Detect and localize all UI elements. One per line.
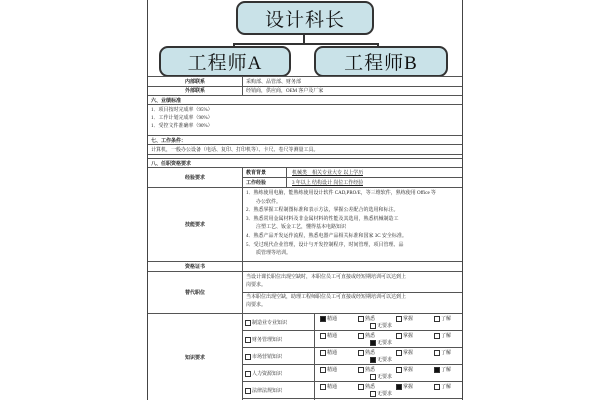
knowledge-level-option[interactable] [434, 366, 451, 373]
knowledge-level-label: 精通 [327, 385, 338, 390]
checkbox-icon[interactable] [245, 320, 251, 326]
certificate-row [148, 262, 462, 272]
checkbox-icon[interactable] [358, 350, 364, 356]
checkbox-icon[interactable] [245, 337, 251, 343]
knowledge-level-option[interactable] [396, 315, 413, 322]
knowledge-level-label: 精通 [327, 317, 338, 322]
checkbox-icon[interactable] [245, 354, 251, 360]
contact-external-label: 外部联系 [184, 89, 205, 94]
performance-header-text: 六、业绩标准 [151, 98, 182, 104]
knowledge-level-option[interactable] [396, 349, 413, 356]
knowledge-level-label: 精通 [327, 334, 338, 339]
knowledge-level-option[interactable] [320, 366, 337, 373]
performance-item: 1．项目按时完成率（95%） [151, 108, 213, 113]
checkbox-icon[interactable] [358, 384, 364, 390]
checkbox-icon[interactable] [396, 350, 402, 356]
skills-label: 技能要求 [184, 223, 205, 228]
knowledge-item-name: 制造业专业知识 [245, 319, 287, 326]
knowledge-level-option[interactable] [396, 366, 413, 373]
conditions-header [148, 136, 462, 145]
document-sheet [147, 0, 463, 400]
knowledge-section [148, 314, 462, 400]
knowledge-level-label: 熟悉 [365, 317, 376, 322]
knowledge-level-option[interactable] [320, 349, 337, 356]
performance-item: 1．工作计划完成率（90%） [151, 116, 213, 121]
knowledge-level-option[interactable] [434, 383, 451, 390]
performance-item: 1．受控文件准确率（90%） [151, 124, 213, 129]
skill-line: 4．熟悉产品开发运作流程，熟悉电器产品相关标准和国家 3C 安全标准。 [246, 233, 407, 239]
checked-box-icon[interactable] [370, 357, 376, 363]
knowledge-level-label: 了解 [441, 317, 452, 322]
knowledge-level-label: 无要求 [377, 324, 393, 329]
checkbox-icon[interactable] [320, 350, 326, 356]
knowledge-level-label: 掌握 [403, 334, 414, 339]
performance-items [148, 105, 462, 136]
checkbox-icon[interactable] [358, 316, 364, 322]
checkbox-icon[interactable] [358, 333, 364, 339]
knowledge-level-label: 掌握 [403, 351, 414, 356]
knowledge-level-option[interactable] [370, 373, 392, 380]
knowledge-level-option[interactable] [358, 349, 375, 356]
org-right-label: 工程师B [344, 53, 418, 74]
knowledge-level-option[interactable] [370, 339, 392, 346]
org-box-section-chief [236, 1, 374, 35]
work-value: 3 年以上 结构设计 岗位工作经验 [292, 181, 364, 186]
org-box-engineer-a [159, 46, 291, 77]
knowledge-level-label: 精通 [327, 368, 338, 373]
certificate-label: 资格证书 [184, 265, 205, 270]
contact-external-value: 经销商，供应商，OEM 客户及厂家 [246, 89, 324, 94]
knowledge-row [242, 314, 462, 331]
knowledge-row [242, 382, 462, 399]
experience-row [148, 168, 462, 188]
checkbox-icon[interactable] [434, 350, 440, 356]
conditions-row [148, 145, 462, 155]
skill-line: 5．受过现代企业管理，设计与开发控制程序，时间管理，项目管理、品 [246, 242, 404, 248]
skill-line: 2．熟悉掌握工程制图标准和表示方法，掌握公差配合的选用和标注。 [246, 208, 399, 214]
skill-line: 3．熟悉常用金属材料及非金属材料的性能及其选用，熟悉机械制造工 [246, 216, 399, 222]
checkbox-icon[interactable] [370, 391, 376, 397]
knowledge-row [242, 365, 462, 382]
experience-label: 经验要求 [184, 176, 205, 181]
knowledge-level-label: 了解 [441, 368, 452, 373]
knowledge-level-option[interactable] [358, 366, 375, 373]
checked-box-icon[interactable] [320, 316, 326, 322]
knowledge-level-option[interactable] [396, 332, 413, 339]
checked-box-icon[interactable] [370, 340, 376, 346]
knowledge-level-option[interactable] [358, 383, 375, 390]
knowledge-row [242, 348, 462, 365]
knowledge-level-option[interactable] [320, 383, 337, 390]
knowledge-level-label: 熟悉 [365, 368, 376, 373]
knowledge-level-label: 熟悉 [365, 351, 376, 356]
org-top-label: 设计科长 [264, 9, 345, 31]
knowledge-level-option[interactable] [370, 356, 392, 363]
knowledge-level-label: 熟悉 [365, 385, 376, 390]
knowledge-level-option[interactable] [434, 349, 451, 356]
knowledge-label: 知识要求 [184, 355, 205, 361]
org-left-label: 工程师A [187, 53, 263, 74]
knowledge-level-label: 熟悉 [365, 334, 376, 339]
checkbox-icon[interactable] [434, 384, 440, 390]
skill-line: 1．熟练使用电脑，能熟练使用设计软件 CAD,PRO/E，等三维软件，熟练使用 Office 等 [246, 191, 436, 196]
conditions-header-text: 七、工作条件： [151, 138, 187, 144]
checkbox-icon[interactable] [245, 371, 251, 377]
checkbox-icon[interactable] [396, 316, 402, 322]
checkbox-icon[interactable] [434, 333, 440, 339]
knowledge-level-label: 无要求 [377, 392, 393, 397]
knowledge-level-label: 掌握 [403, 368, 414, 373]
substitute-line-1: 当设计课长职位出现空缺时，本职位员工可直接或经短期培训可以达到上 [246, 275, 407, 280]
knowledge-row [242, 331, 462, 348]
checkbox-icon[interactable] [434, 316, 440, 322]
knowledge-level-label: 了解 [441, 334, 452, 339]
knowledge-level-label: 无要求 [377, 341, 393, 346]
knowledge-level-label: 了解 [441, 351, 452, 356]
work-label: 工作经验 [246, 181, 267, 186]
contact-internal-value: 采购部、品管部、财务部 [246, 80, 302, 85]
conditions-text: 计算机，一般办公设备（电话、复印、打印机等）、卡尺、卷尺等测量工具。 [151, 148, 319, 153]
skill-line: 质管理等培训。 [246, 251, 292, 257]
skill-line: 办公软件。 [246, 199, 282, 205]
knowledge-item-name: 人力资源知识 [245, 370, 282, 377]
knowledge-level-label: 了解 [441, 385, 452, 390]
substitute-line-1b: 岗要求。 [246, 283, 267, 288]
knowledge-level-option[interactable] [320, 315, 337, 322]
knowledge-level-option[interactable] [434, 332, 451, 339]
contact-row-external [148, 86, 462, 96]
org-connector-horizontal [233, 43, 379, 45]
performance-header [148, 96, 462, 105]
checkbox-icon[interactable] [370, 374, 376, 380]
contact-internal-label: 内部联系 [184, 80, 205, 85]
knowledge-level-option[interactable] [370, 322, 392, 329]
skill-line: 注塑工艺、钣金工艺，懂得基本电路知识 [246, 225, 347, 231]
knowledge-item-name: 财务管理知识 [245, 336, 282, 343]
checkbox-icon[interactable] [320, 367, 326, 373]
checkbox-icon[interactable] [396, 333, 402, 339]
knowledge-level-label: 掌握 [403, 317, 414, 322]
edu-value: 机械类 相关专业大专 以上学历 [292, 171, 364, 176]
org-box-engineer-b [314, 46, 448, 77]
checked-box-icon[interactable] [396, 384, 402, 390]
checkbox-icon[interactable] [396, 367, 402, 373]
edu-label: 教育背景 [246, 171, 267, 176]
knowledge-level-label: 精通 [327, 351, 338, 356]
knowledge-level-option[interactable] [370, 390, 392, 397]
checkbox-icon[interactable] [320, 384, 326, 390]
checkbox-icon[interactable] [370, 323, 376, 329]
knowledge-level-option[interactable] [358, 315, 375, 322]
knowledge-level-label: 无要求 [377, 358, 393, 363]
substitute-line-2: 当本职位出现空缺，助理工程师职位员工可直接或经短期培训可以达到上 [246, 295, 407, 300]
knowledge-level-option[interactable] [358, 332, 375, 339]
checkbox-icon[interactable] [358, 367, 364, 373]
knowledge-level-option[interactable] [396, 383, 413, 390]
knowledge-item-name: 市场营销知识 [245, 353, 282, 360]
substitute-line-2b: 岗要求。 [246, 303, 267, 308]
checkbox-icon[interactable] [245, 388, 251, 394]
qualifications-header-text: 八、任职资格要求 [151, 161, 192, 167]
knowledge-level-label: 无要求 [377, 375, 393, 380]
knowledge-level-option[interactable] [434, 315, 451, 322]
checked-box-icon[interactable] [434, 367, 440, 373]
substitute-row [148, 272, 462, 314]
skills-row [148, 188, 462, 262]
substitute-label: 替代职位 [184, 291, 205, 296]
knowledge-item-name: 法律法规知识 [245, 387, 282, 394]
checkbox-icon[interactable] [320, 333, 326, 339]
knowledge-level-option[interactable] [320, 332, 337, 339]
knowledge-level-label: 掌握 [403, 385, 414, 390]
qualifications-header [148, 159, 462, 168]
